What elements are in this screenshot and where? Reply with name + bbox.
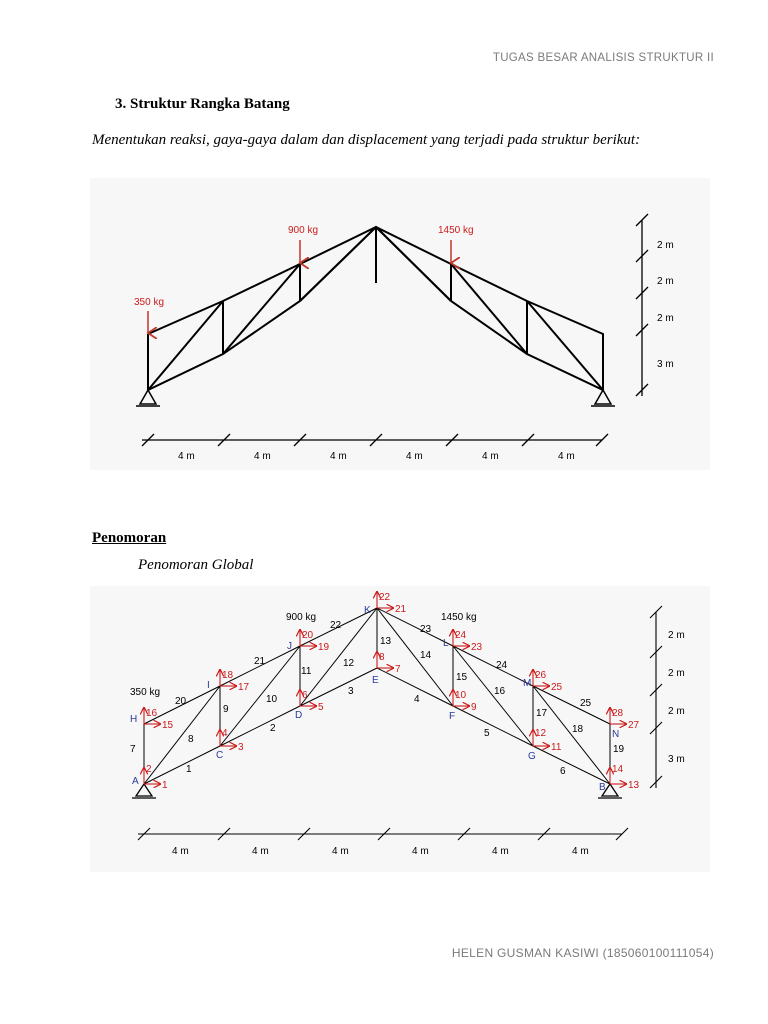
dim-label: 2 m bbox=[657, 276, 674, 287]
dof-label: 13 bbox=[628, 780, 640, 791]
support-left bbox=[136, 390, 160, 406]
member-label: 21 bbox=[254, 656, 266, 667]
load-label: 900 kg bbox=[288, 225, 319, 236]
dof-label: 27 bbox=[628, 720, 640, 731]
dof-label: 20 bbox=[302, 630, 314, 641]
member-label: 19 bbox=[613, 744, 625, 755]
dof-label: 11 bbox=[551, 742, 562, 753]
dof-label: 1 bbox=[162, 780, 168, 791]
dof-label: 5 bbox=[318, 702, 324, 713]
member-label: 23 bbox=[420, 624, 432, 635]
page-header: TUGAS BESAR ANALISIS STRUKTUR II bbox=[492, 52, 714, 64]
member-label: 24 bbox=[496, 660, 508, 671]
dim-label: 4 m bbox=[252, 846, 269, 857]
member-label: 2 bbox=[270, 723, 276, 734]
dim-label: 4 m bbox=[406, 451, 423, 462]
dof-label: 28 bbox=[612, 708, 624, 719]
member-label: 11 bbox=[301, 666, 312, 677]
dof-label: 14 bbox=[612, 764, 624, 775]
page-footer: HELEN GUSMAN KASIWI (185060100111054) bbox=[451, 946, 714, 960]
node-label: B bbox=[599, 782, 606, 793]
load-label: 350 kg bbox=[134, 297, 165, 308]
dim-label: 4 m bbox=[332, 846, 349, 857]
dof-label: 25 bbox=[551, 682, 563, 693]
node-label: G bbox=[528, 751, 536, 762]
member-label: 7 bbox=[130, 744, 136, 755]
dof-label: 15 bbox=[162, 720, 174, 731]
dof-label: 16 bbox=[146, 708, 158, 719]
dof-label: 12 bbox=[535, 728, 547, 739]
member-label: 20 bbox=[175, 696, 187, 707]
load-label: 900 kg bbox=[286, 612, 317, 623]
dim-label: 4 m bbox=[482, 451, 499, 462]
dim-label: 4 m bbox=[330, 451, 347, 462]
truss-members bbox=[144, 608, 610, 784]
member-label: 13 bbox=[380, 636, 392, 647]
member-label: 6 bbox=[560, 766, 566, 777]
node-label: M bbox=[523, 678, 532, 689]
subsection-title: Penomoran bbox=[92, 530, 167, 546]
dim-label: 4 m bbox=[572, 846, 589, 857]
dim-label: 4 m bbox=[172, 846, 189, 857]
node-label: E bbox=[372, 675, 379, 686]
truss-figure-svg bbox=[90, 178, 710, 470]
dof-label: 2 bbox=[146, 764, 152, 775]
member-label: 25 bbox=[580, 698, 592, 709]
member-label: 12 bbox=[343, 658, 355, 669]
dof-label: 17 bbox=[238, 682, 250, 693]
dof-label: 10 bbox=[455, 690, 467, 701]
node-label: K bbox=[364, 605, 371, 616]
dim-label: 4 m bbox=[178, 451, 195, 462]
node-label: I bbox=[207, 680, 210, 691]
truss-members bbox=[148, 227, 603, 390]
dim-label: 2 m bbox=[657, 313, 674, 324]
vertical-dimension-line bbox=[650, 606, 662, 788]
node-label: A bbox=[132, 776, 139, 787]
dof-label: 8 bbox=[379, 652, 385, 663]
node-label: D bbox=[295, 710, 303, 721]
dof-label: 23 bbox=[471, 642, 483, 653]
member-label: 1 bbox=[186, 764, 192, 775]
dim-label: 2 m bbox=[668, 630, 685, 641]
dim-label: 2 m bbox=[668, 706, 685, 717]
dof-label: 7 bbox=[395, 664, 401, 675]
node-label: F bbox=[449, 711, 456, 722]
dof-label: 19 bbox=[318, 642, 330, 653]
load-label: 1450 kg bbox=[441, 612, 477, 623]
truss-figure bbox=[90, 178, 710, 470]
node-label: H bbox=[130, 714, 138, 725]
node-label: L bbox=[443, 638, 449, 649]
member-label: 17 bbox=[536, 708, 548, 719]
support-right bbox=[591, 390, 615, 406]
dof-label: 21 bbox=[395, 604, 407, 615]
vertical-dimension-line bbox=[636, 214, 648, 396]
dim-label: 4 m bbox=[412, 846, 429, 857]
dof-label: 3 bbox=[238, 742, 244, 753]
node-label: N bbox=[612, 729, 620, 740]
load-label: 350 kg bbox=[130, 687, 161, 698]
dim-label: 4 m bbox=[558, 451, 575, 462]
section-title: 3. Struktur Rangka Batang bbox=[115, 96, 290, 112]
dim-label: 3 m bbox=[657, 359, 674, 370]
node-label: J bbox=[287, 641, 292, 652]
subsection-subtitle: Penomoran Global bbox=[138, 557, 254, 573]
member-label: 22 bbox=[330, 620, 342, 631]
member-label: 14 bbox=[420, 650, 432, 661]
member-label: 10 bbox=[266, 694, 278, 705]
horizontal-dimension-line bbox=[142, 434, 608, 446]
dof-label: 26 bbox=[535, 670, 547, 681]
member-label: 16 bbox=[494, 686, 506, 697]
dim-label: 3 m bbox=[668, 754, 685, 765]
member-label: 15 bbox=[456, 672, 468, 683]
load-label: 1450 kg bbox=[438, 225, 474, 236]
numbering-figure bbox=[90, 586, 710, 872]
dof-label: 24 bbox=[455, 630, 467, 641]
member-label: 3 bbox=[348, 686, 354, 697]
dof-label: 18 bbox=[222, 670, 234, 681]
node-label: C bbox=[216, 750, 224, 761]
intro-text: Menentukan reaksi, gaya-gaya dalam dan displacement yang terjadi pada struktur berikut: bbox=[92, 132, 641, 148]
horizontal-dimension-line bbox=[138, 828, 628, 840]
dof-label: 9 bbox=[471, 702, 477, 713]
dim-label: 2 m bbox=[657, 240, 674, 251]
dim-label: 4 m bbox=[492, 846, 509, 857]
dof-label: 22 bbox=[379, 592, 391, 603]
dim-label: 2 m bbox=[668, 668, 685, 679]
member-label: 4 bbox=[414, 694, 420, 705]
member-label: 5 bbox=[484, 728, 490, 739]
numbering-figure-svg bbox=[90, 586, 710, 872]
dof-label: 6 bbox=[302, 690, 308, 701]
dim-label: 4 m bbox=[254, 451, 271, 462]
member-label: 9 bbox=[223, 704, 229, 715]
member-label: 8 bbox=[188, 734, 194, 745]
dof-label: 4 bbox=[222, 728, 228, 739]
member-label: 18 bbox=[572, 724, 584, 735]
